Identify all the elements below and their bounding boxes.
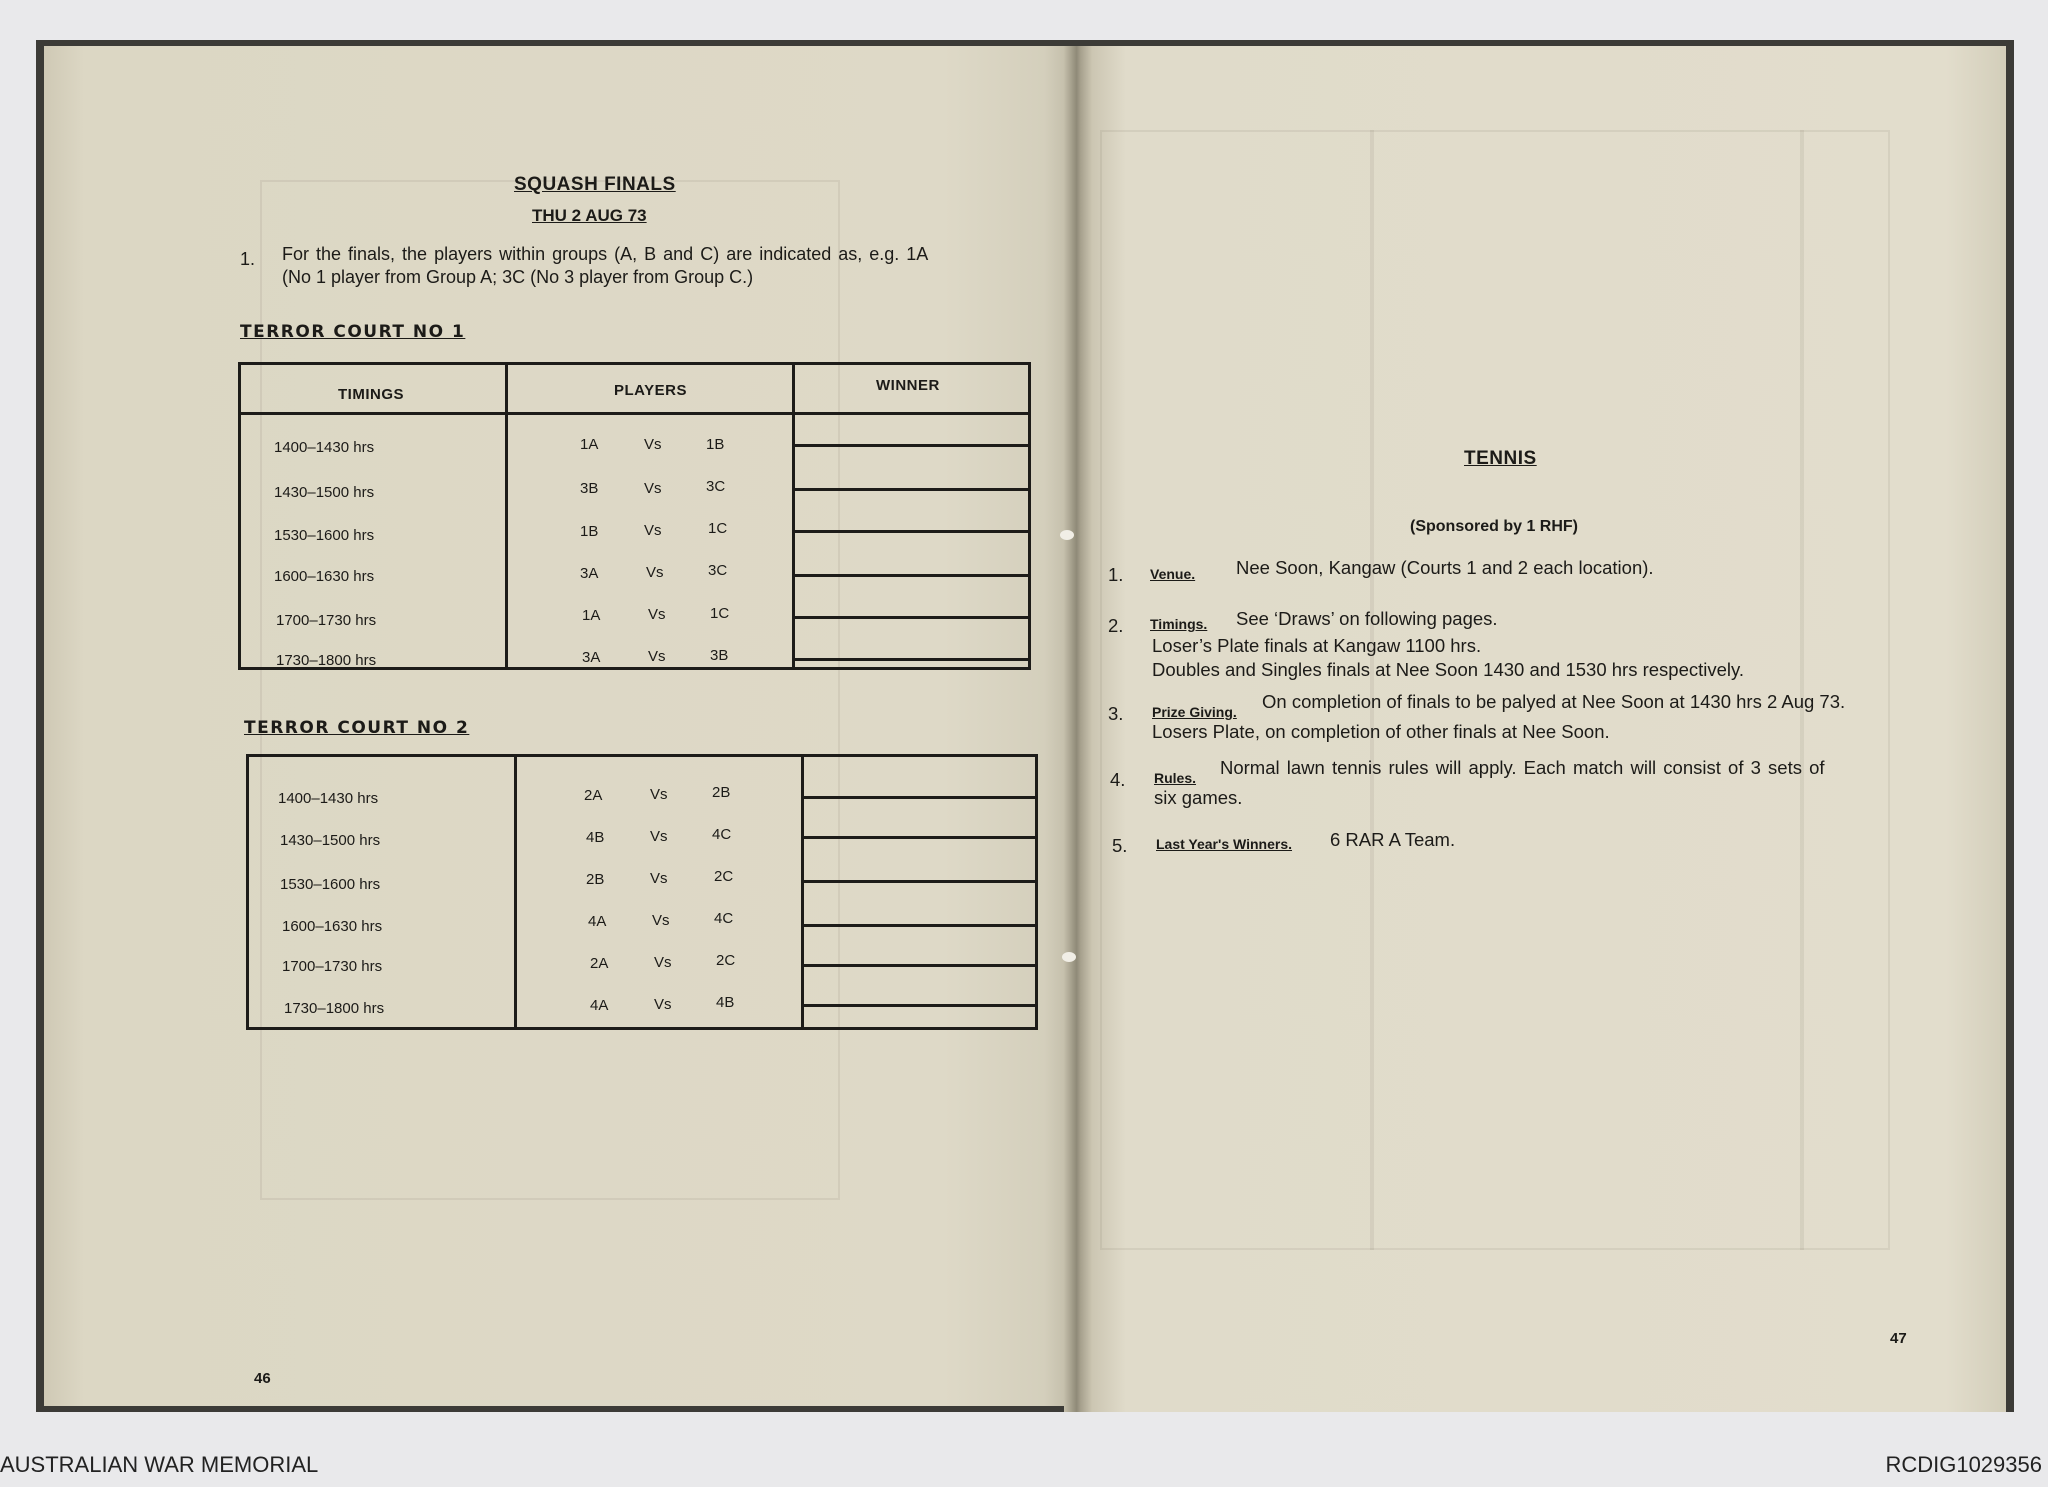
- item-number: 5.: [1112, 835, 1128, 856]
- book-binding: [1064, 46, 1092, 1412]
- court2-heading: TERROR COURT NO 2: [244, 718, 470, 738]
- item-number: 4.: [1110, 769, 1126, 790]
- player-2: 2C: [714, 868, 734, 885]
- player-2: 3C: [706, 478, 726, 495]
- vs-label: Vs: [648, 648, 666, 665]
- table-time: 1600–1630 hrs: [282, 918, 383, 935]
- event-date: THU 2 AUG 73: [532, 206, 647, 225]
- table-time: 1430–1500 hrs: [274, 484, 375, 501]
- page-number-right: 47: [1890, 1330, 1907, 1347]
- para-line: (No 1 player from Group A; 3C (No 3 player from Group C.): [282, 267, 754, 287]
- staple-hole: [1062, 952, 1076, 962]
- player-1: 2A: [584, 787, 603, 804]
- player-1: 3B: [580, 480, 599, 497]
- col-winner: WINNER: [876, 377, 940, 394]
- player-1: 2A: [590, 955, 609, 972]
- item-label: Rules.: [1154, 770, 1197, 786]
- vs-label: Vs: [650, 828, 668, 845]
- item-text: Loser’s Plate finals at Kangaw 1100 hrs.: [1152, 635, 1482, 656]
- vs-label: Vs: [648, 606, 666, 623]
- para-line: For the finals, the players within groups (A, B and C) are indicated as, e.g. 1A: [282, 244, 929, 264]
- player-2: 1B: [706, 436, 725, 453]
- para-number: 1.: [240, 249, 256, 269]
- vs-label: Vs: [654, 996, 672, 1013]
- player-1: 1B: [580, 523, 599, 540]
- vs-label: Vs: [644, 436, 662, 453]
- sponsor-line: (Sponsored by 1 RHF): [1410, 518, 1579, 535]
- table-time: 1400–1430 hrs: [274, 439, 375, 456]
- item-number: 2.: [1108, 615, 1124, 636]
- item-label: Venue.: [1150, 566, 1196, 582]
- winner-line: [795, 444, 1031, 447]
- winner-line: [795, 574, 1031, 577]
- vs-label: Vs: [644, 522, 662, 539]
- player-1: 3A: [580, 565, 599, 582]
- footer-credit: AUSTRALIAN WAR MEMORIAL: [0, 1452, 319, 1477]
- table-time: 1730–1800 hrs: [276, 652, 377, 669]
- item-number: 1.: [1108, 564, 1124, 585]
- winner-line: [804, 1004, 1038, 1007]
- item-text: six games.: [1154, 787, 1243, 808]
- player-1: 4A: [590, 997, 609, 1014]
- winner-line: [804, 880, 1038, 883]
- table-time: 1400–1430 hrs: [278, 790, 379, 807]
- player-2: 3C: [708, 562, 728, 579]
- item-text: 6 RAR A Team.: [1330, 829, 1456, 850]
- winner-line: [795, 658, 1031, 661]
- table-time: 1700–1730 hrs: [282, 958, 383, 975]
- item-text: See ‘Draws’ on following pages.: [1236, 608, 1498, 629]
- table-time: 1530–1600 hrs: [274, 527, 375, 544]
- item-text: Doubles and Singles finals at Nee Soon 1430 and 1530 hrs respectively.: [1152, 659, 1745, 680]
- player-1: 1A: [582, 607, 601, 624]
- item-text: Normal lawn tennis rules will apply. Each match will consist of 3 sets of: [1220, 757, 1825, 778]
- item-text: Nee Soon, Kangaw (Courts 1 and 2 each location).: [1236, 557, 1654, 578]
- item-text: On completion of finals to be palyed at Nee Soon at 1430 hrs 2 Aug 73.: [1262, 691, 1846, 712]
- player-2: 2C: [716, 952, 736, 969]
- player-1: 4B: [586, 829, 605, 846]
- page-title: TENNIS: [1464, 448, 1537, 469]
- col-timings: TIMINGS: [338, 386, 404, 403]
- winner-line: [804, 796, 1038, 799]
- table-header-line: [238, 412, 1031, 415]
- winner-line: [804, 924, 1038, 927]
- vs-label: Vs: [646, 564, 664, 581]
- table-time: 1530–1600 hrs: [280, 876, 381, 893]
- vs-label: Vs: [650, 786, 668, 803]
- vs-label: Vs: [644, 480, 662, 497]
- player-1: 4A: [588, 913, 607, 930]
- table-time: 1430–1500 hrs: [280, 832, 381, 849]
- item-number: 3.: [1108, 703, 1124, 724]
- item-text: Losers Plate, on completion of other finals at Nee Soon.: [1152, 721, 1610, 742]
- staple-hole: [1060, 530, 1074, 540]
- page-number-left: 46: [254, 1370, 271, 1387]
- vs-label: Vs: [650, 870, 668, 887]
- winner-line: [795, 616, 1031, 619]
- winner-line: [795, 530, 1031, 533]
- court1-heading: TERROR COURT NO 1: [240, 322, 466, 342]
- player-2: 4C: [714, 910, 734, 927]
- winner-line: [804, 836, 1038, 839]
- table-time: 1600–1630 hrs: [274, 568, 375, 585]
- player-2: 1C: [710, 605, 730, 622]
- table-time: 1700–1730 hrs: [276, 612, 377, 629]
- page-title: SQUASH FINALS: [514, 174, 676, 195]
- table-divider: [792, 362, 795, 670]
- winner-line: [795, 488, 1031, 491]
- player-2: 2B: [712, 784, 731, 801]
- col-players: PLAYERS: [614, 382, 687, 399]
- item-label: Prize Giving.: [1152, 704, 1237, 720]
- player-1: 1A: [580, 436, 599, 453]
- vs-label: Vs: [652, 912, 670, 929]
- table-divider: [505, 362, 508, 670]
- table-time: 1730–1800 hrs: [284, 1000, 385, 1017]
- player-2: 4B: [716, 994, 735, 1011]
- player-1: 3A: [582, 649, 601, 666]
- player-2: 3B: [710, 647, 729, 664]
- winner-line: [804, 964, 1038, 967]
- player-2: 4C: [712, 826, 732, 843]
- player-1: 2B: [586, 871, 605, 888]
- player-2: 1C: [708, 520, 728, 537]
- item-label: Timings.: [1150, 616, 1208, 632]
- footer-id: RCDIG1029356: [1885, 1452, 2042, 1477]
- vs-label: Vs: [654, 954, 672, 971]
- table-divider: [514, 754, 517, 1030]
- item-label: Last Year's Winners.: [1156, 836, 1293, 852]
